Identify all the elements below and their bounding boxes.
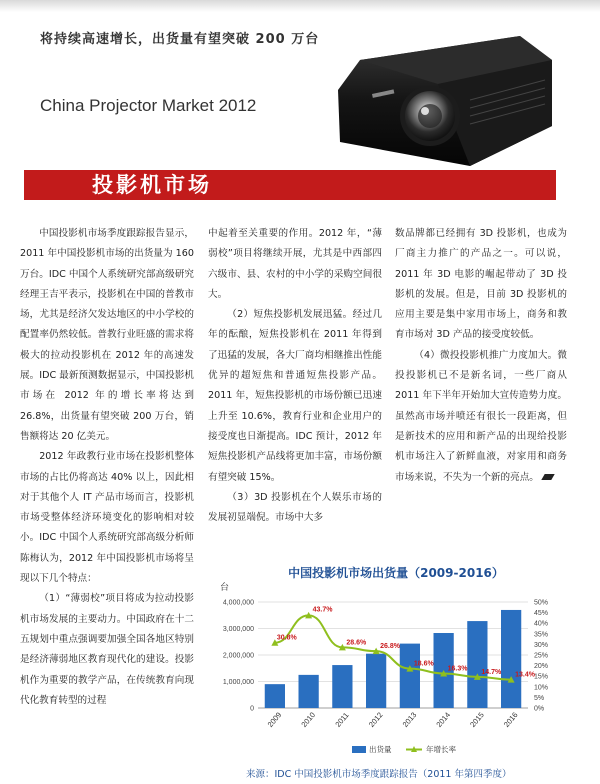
paragraph: （1）“薄弱校”项目将成为拉动投影机市场发展的主要动力。中国政府在十二五规划中重点强调要加强全国各地区特别是经济薄弱地区教育现代化的建设。投影机作为重要的教学产品，在传统教育向现代化教育转型的过程 [20, 593, 194, 706]
paragraph: 中国投影机市场季度跟踪报告显示，2011 年中国投影机市场的出货量为 160 万台。IDC 中国个人系统研究部高级研究经理王吉平表示，投影机在中国的普教市场，尤其是经济欠发达地区的中小学校的配置率仍然较低。普教行业旺盛的需求将极大的拉动投影机在 2012 年的高速发展。IDC 最新预测数据显示，中国投影机市场在 2012 年的增长率将达到 26.8%，出货量有望突破 200 万台，销售额将达 20 亿美元。 [20, 228, 194, 442]
bar-shipment [299, 675, 319, 708]
bar-shipment [265, 684, 285, 708]
growth-label: 28.6% [346, 639, 367, 647]
paragraph: 数品牌都已经拥有 3D 投影机，也成为厂商主力推广的产品之一。可以说，2011 年 3D 电影的崛起带动了 3D 投影机的发展。但是，目前 3D 投影机的应用主要是集中家用市场上，商务和教育市场对 3D 产品的接受度较低。 [395, 228, 567, 341]
english-title: China Projector Market 2012 [40, 96, 257, 115]
x-tick-label: 2010 [299, 710, 318, 729]
top-strip [0, 0, 600, 12]
bar-shipment [332, 665, 352, 708]
x-tick-label: 2014 [434, 710, 453, 729]
paragraph: 中起着至关重要的作用。2012 年，“薄弱校”项目将继续开展，尤其是中西部四六级市、县、农村的中小学的采购空间很大。 [208, 228, 382, 300]
shipment-chart [200, 560, 592, 784]
y-tick-label: 4,000,000 [222, 599, 254, 607]
y-tick-label: 1,000,000 [222, 679, 254, 686]
x-tick-label: 2016 [501, 710, 520, 729]
bar-shipment [366, 654, 386, 708]
growth-label: 18.6% [413, 660, 434, 668]
paragraph: 2012 年政教行业市场在投影机整体市场的占比仍将高达 40% 以上，因此相对于其他个人 IT 产品市场而言，投影机市场受整体经济环境变化的影响相对较小。IDC 中国个人系统研究部高级分析师陈梅认为，2012 年中国投影机市场将呈现以下几个特点： [20, 451, 194, 585]
chart-source: 来源：IDC 中国投影机市场季度跟踪报告（2011 年第四季度） [246, 769, 512, 780]
page-subtitle: 将持续高速增长，出货量有望突破 200 万台 [40, 32, 320, 47]
article-column-1 [20, 224, 194, 711]
y2-tick-label: 20% [534, 663, 549, 671]
chart-canvas [200, 560, 592, 766]
section-title: 投影机市场 [92, 173, 212, 197]
y2-tick-label: 25% [534, 652, 549, 660]
bar-shipment [467, 621, 487, 708]
bar-shipment [501, 610, 521, 708]
y2-tick-label: 15% [534, 673, 549, 681]
y2-tick-label: 40% [534, 620, 549, 628]
y2-tick-label: 30% [534, 641, 549, 649]
x-tick-label: 2009 [265, 710, 284, 729]
growth-label: 30.8% [276, 634, 297, 642]
end-mark-icon [541, 474, 554, 480]
y-tick-label: 3,000,000 [222, 626, 254, 633]
paragraph: （3）3D 投影机在个人娱乐市场的发展初显端倪。市场中大多 [208, 491, 382, 524]
legend-label-growth: 年增长率 [426, 745, 456, 754]
growth-label: 16.3% [447, 665, 468, 673]
y2-tick-label: 35% [534, 631, 549, 639]
article-column-3 [395, 224, 567, 488]
chart-title: 中国投影机市场出货量（2009-2016） [288, 566, 504, 580]
paragraph [395, 346, 567, 488]
legend-label-shipment: 出货量 [369, 745, 392, 754]
y2-tick-label: 45% [534, 610, 549, 618]
growth-label: 14.7% [481, 668, 502, 676]
paragraph: （2）短焦投影机发展迅猛。经过几年的酝酿，短焦投影机在 2011 年得到了迅猛的发展，各大厂商均相继推出性能优异的超短焦和普通短焦投影产品。2011 年，短焦投影机的市场份额已迅速上升至 10.6%，教育行业和企业用户的接受度也日渐提高。IDC 预计，2012 年短焦投影机产品线将更加丰富，市场份额有望突破 15%。 [208, 309, 382, 483]
projector-image [320, 30, 560, 170]
chart-y-unit: 台 [220, 583, 230, 593]
x-tick-label: 2013 [400, 710, 419, 729]
y-tick-label: 2,000,000 [222, 652, 254, 660]
y-tick-label: 0 [250, 705, 254, 713]
bar-shipment [400, 644, 420, 708]
growth-label: 13.4% [515, 671, 535, 679]
y2-tick-label: 50% [534, 599, 549, 607]
x-tick-label: 2015 [468, 710, 486, 729]
y2-tick-label: 10% [534, 684, 549, 692]
y2-tick-label: 5% [534, 694, 545, 702]
legend-swatch-shipment [352, 746, 366, 753]
paragraph-text: （4）微投投影机推广力度加大。微投投影机已不是新名词，一些厂商从 2011 年下半年开始加大宣传造势力度。虽然高市场并喷还有很长一段距离，但是新技术的应用和新产品的出现给投影机市场注入了新鲜血液，对家用和商务市场来说，不失为一个新的亮点。 [395, 349, 567, 483]
x-tick-label: 2012 [366, 710, 385, 729]
y2-tick-label: 0% [534, 705, 545, 713]
article-column-2 [208, 224, 382, 528]
growth-label: 43.7% [312, 606, 333, 614]
x-tick-label: 2011 [333, 710, 351, 729]
growth-label: 26.8% [380, 643, 400, 651]
